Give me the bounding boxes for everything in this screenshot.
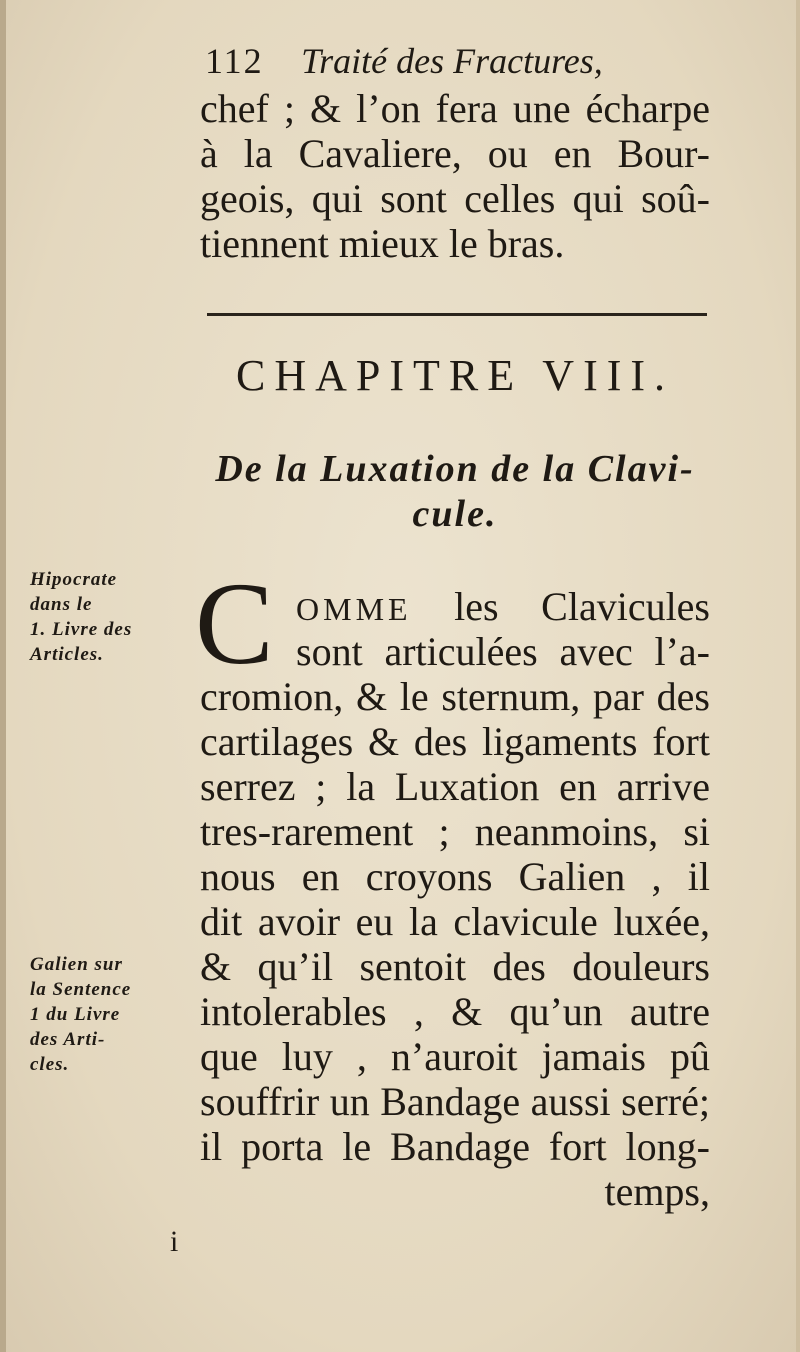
text-line: temps, xyxy=(604,1169,710,1214)
page-left-edge xyxy=(0,0,6,1352)
text-line: souffrir un Bandage aussi serré; xyxy=(200,1079,710,1124)
signature-mark: i xyxy=(170,1225,179,1258)
running-title: Traité des Fractures, xyxy=(301,41,603,81)
chapter-subtitle-line: cule. xyxy=(412,493,498,535)
margin-note-line: 1. Livre des xyxy=(30,619,133,640)
text-line: serrez ; la Luxation en arrive xyxy=(200,764,710,809)
text-line: & qu’il sentoit des douleurs xyxy=(200,944,710,989)
small-caps-word: OMME xyxy=(296,591,412,627)
margin-note-line: cles. xyxy=(30,1054,70,1075)
page-right-edge xyxy=(796,0,800,1352)
text-line: dit avoir eu la clavicule luxée, xyxy=(200,899,710,944)
margin-note-line: 1 du Livre xyxy=(30,1004,121,1025)
chapter-subtitle-line: De la Luxation de la Clavi- xyxy=(215,448,695,490)
margin-note-line: Galien sur xyxy=(30,954,123,975)
chapter-heading: CHAPITRE VIII. xyxy=(235,351,675,400)
drop-cap: C xyxy=(195,558,274,689)
text-line: nous en croyons Galien , il xyxy=(200,854,710,899)
margin-note-galien xyxy=(30,952,185,1077)
margin-note-hipocrate xyxy=(30,567,185,667)
text-line: chef ; & l’on fera une écharpe xyxy=(200,86,710,131)
margin-note-line: Hipocrate xyxy=(30,569,118,590)
text-line: tiennent mieux le bras. xyxy=(200,221,565,266)
margin-note-line: la Sentence xyxy=(30,979,132,1000)
margin-note-line: Articles. xyxy=(30,644,104,665)
text-line: tres-rarement ; neanmoins, si xyxy=(200,809,710,854)
text-line: intolerables , & qu’un autre xyxy=(200,989,710,1034)
text-line: geois, qui sont celles qui soû- xyxy=(200,176,710,221)
running-header xyxy=(205,40,725,82)
text-line: il porta le Bandage fort long- xyxy=(200,1124,710,1169)
text-line: cromion, & le sternum, par des xyxy=(200,674,710,719)
text-line: les Clavicules xyxy=(454,584,710,629)
text-line-first xyxy=(296,584,710,632)
margin-note-line: dans le xyxy=(30,594,93,615)
text-line: sont articulées avec l’a- xyxy=(296,629,710,674)
text-line: cartilages & des ligaments fort xyxy=(200,719,710,764)
margin-note-line: des Arti- xyxy=(30,1029,106,1050)
page-number: 112 xyxy=(205,41,264,81)
text-line: à la Cavaliere, ou en Bour- xyxy=(200,131,710,176)
section-divider xyxy=(207,313,707,316)
text-line: que luy , n’auroit jamais pû xyxy=(200,1034,710,1079)
